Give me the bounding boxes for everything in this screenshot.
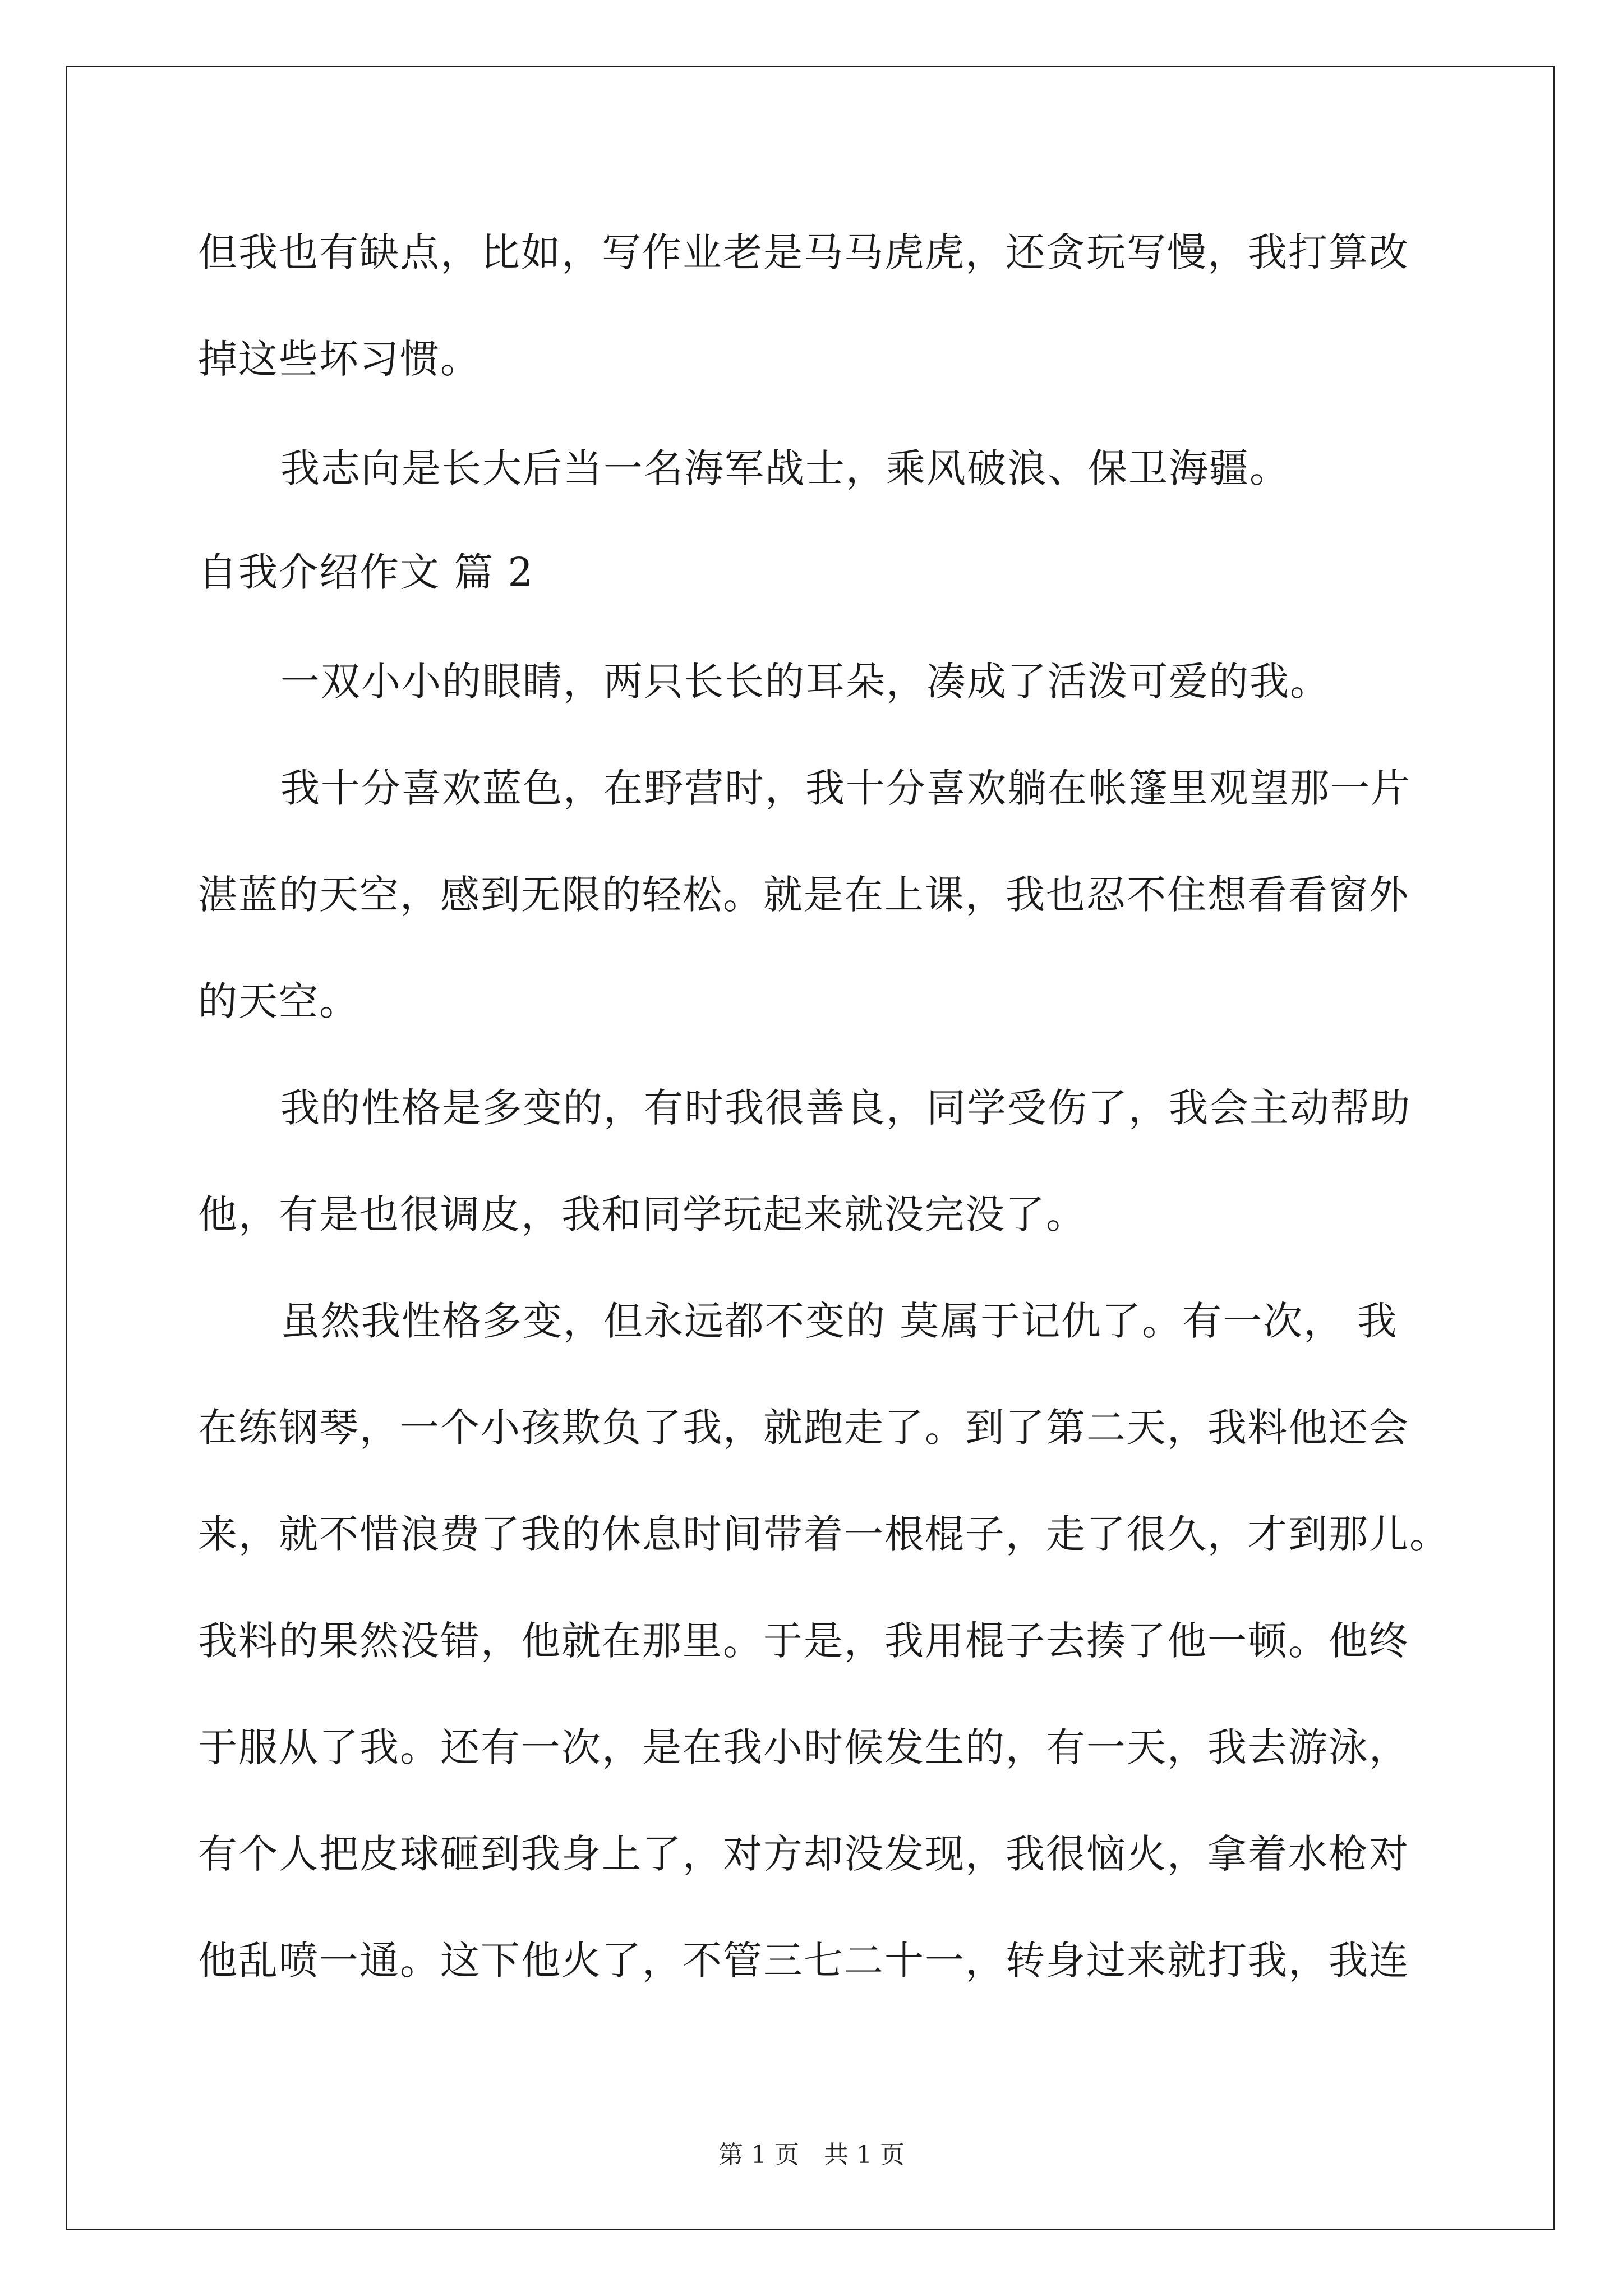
text-line: 我料的果然没错，他就在那里。于是，我用棍子去揍了他一顿。他终 <box>198 1618 1409 1664</box>
page-number: 第 1 页 共 1 页 <box>718 2141 905 2169</box>
text-line: 来，就不惜浪费了我的休息时间带着一根棍子，走了很久，才到那儿。 <box>198 1511 1450 1557</box>
text-line: 我志向是长大后当一名海军战士，乘风破浪、保卫海疆。 <box>280 445 1290 491</box>
text-line: 但我也有缺点，比如，写作业老是马马虎虎，还贪玩写慢，我打算改 <box>198 229 1409 275</box>
text-line: 湛蓝的天空，感到无限的轻松。就是在上课，我也忍不住想看看窗外 <box>198 872 1409 918</box>
text-line: 我的性格是多变的，有时我很善良，同学受伤了，我会主动帮助 <box>280 1085 1411 1131</box>
text-line: 于服从了我。还有一次，是在我小时候发生的，有一天，我去游泳， <box>198 1724 1409 1770</box>
text-line: 我十分喜欢蓝色，在野营时，我十分喜欢躺在帐篷里观望那一片 <box>280 765 1411 811</box>
page-border <box>66 66 1555 2230</box>
text-line: 虽然我性格多变，但永远都不变的 莫属于记仇了。有一次， 我 <box>280 1298 1398 1344</box>
section-heading: 自我介绍作文 篇 2 <box>198 549 534 595</box>
text-line: 他乱喷一通。这下他火了，不管三七二十一，转身过来就打我，我连 <box>198 1938 1409 1984</box>
text-line: 在练钢琴，一个小孩欺负了我，就跑走了。到了第二天，我料他还会 <box>198 1405 1409 1451</box>
text-line: 有个人把皮球砸到我身上了，对方却没发现，我很恼火，拿着水枪对 <box>198 1831 1409 1877</box>
text-line: 他，有是也很调皮，我和同学玩起来就没完没了。 <box>198 1191 1086 1237</box>
text-line: 掉这些坏习惯。 <box>198 336 481 382</box>
text-line: 的天空。 <box>198 978 359 1024</box>
text-line: 一双小小的眼睛，两只长长的耳朵，凑成了活泼可爱的我。 <box>280 659 1330 705</box>
